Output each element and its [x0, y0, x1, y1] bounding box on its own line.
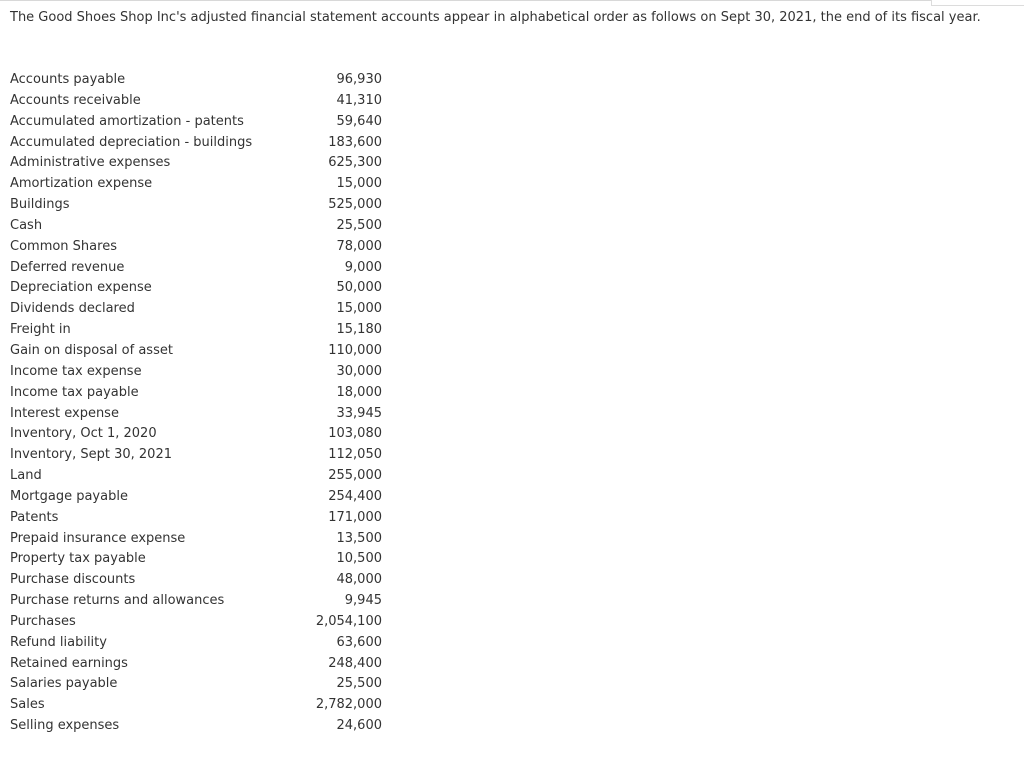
account-row — [10, 362, 382, 383]
account-amount: 9,000 — [344, 259, 382, 275]
account-name: Accumulated amortization - patents — [10, 113, 244, 129]
account-amount: 625,300 — [328, 155, 382, 171]
account-amount: 41,310 — [336, 92, 382, 108]
account-amount: 25,500 — [336, 676, 382, 692]
account-row — [10, 633, 382, 654]
account-name: Accounts receivable — [10, 92, 141, 108]
account-row — [10, 487, 382, 508]
account-name: Refund liability — [10, 634, 107, 650]
account-amount: 255,000 — [328, 468, 382, 484]
account-row — [10, 654, 382, 675]
account-row — [10, 445, 382, 466]
account-amount: 2,054,100 — [315, 613, 382, 629]
account-amount: 9,945 — [344, 593, 382, 609]
account-name: Mortgage payable — [10, 488, 128, 504]
account-amount: 18,000 — [336, 384, 382, 400]
top-border — [0, 0, 1024, 1]
account-amount: 15,000 — [336, 176, 382, 192]
account-row — [10, 258, 382, 279]
account-name: Administrative expenses — [10, 155, 171, 171]
account-name: Buildings — [10, 197, 70, 213]
account-row — [10, 424, 382, 445]
account-row — [10, 174, 382, 195]
account-row — [10, 674, 382, 695]
account-name: Deferred revenue — [10, 259, 125, 275]
account-row — [10, 91, 382, 112]
account-amount: 59,640 — [336, 113, 382, 129]
accounts-list — [10, 70, 382, 737]
account-row — [10, 153, 382, 174]
account-name: Depreciation expense — [10, 280, 152, 296]
account-amount: 25,500 — [336, 217, 382, 233]
account-amount: 171,000 — [328, 509, 382, 525]
account-name: Inventory, Oct 1, 2020 — [10, 426, 157, 442]
account-row — [10, 195, 382, 216]
account-amount: 63,600 — [336, 634, 382, 650]
account-name: Accounts payable — [10, 72, 126, 87]
corner-box — [931, 0, 1024, 6]
account-name: Accumulated depreciation - buildings — [10, 134, 253, 150]
account-amount: 15,180 — [336, 322, 382, 338]
account-row — [10, 508, 382, 529]
account-amount: 103,080 — [328, 426, 382, 442]
account-amount: 50,000 — [336, 280, 382, 296]
account-name: Dividends declared — [10, 301, 135, 317]
account-amount: 78,000 — [336, 238, 382, 254]
account-amount: 30,000 — [336, 363, 382, 379]
account-name: Purchase discounts — [10, 572, 136, 588]
account-name: Sales — [10, 697, 45, 713]
account-name: Cash — [10, 217, 43, 233]
account-amount: 248,400 — [328, 655, 382, 671]
account-row — [10, 549, 382, 570]
account-name: Patents — [10, 509, 59, 525]
account-amount: 10,500 — [336, 551, 382, 567]
account-name: Purchase returns and allowances — [10, 593, 225, 609]
account-row — [10, 529, 382, 550]
account-amount: 13,500 — [336, 530, 382, 546]
account-row — [10, 320, 382, 341]
account-name: Property tax payable — [10, 551, 146, 567]
account-row — [10, 466, 382, 487]
account-amount: 96,930 — [336, 72, 382, 87]
account-row — [10, 216, 382, 237]
account-row — [10, 612, 382, 633]
account-name: Income tax payable — [10, 384, 139, 400]
account-amount: 24,600 — [336, 718, 382, 734]
account-name: Land — [10, 468, 42, 484]
account-amount: 33,945 — [336, 405, 382, 421]
account-name: Common Shares — [10, 238, 117, 254]
account-row — [10, 70, 382, 91]
account-name: Purchases — [10, 613, 76, 629]
account-row — [10, 341, 382, 362]
account-name: Interest expense — [10, 405, 119, 421]
account-name: Freight in — [10, 322, 71, 338]
account-amount: 110,000 — [328, 342, 382, 358]
account-row — [10, 570, 382, 591]
intro-text: The Good Shoes Shop Inc's adjusted financial statement accounts appear in alphabetical order as follows on Sept 30, 2021, the end of its fiscal year. — [10, 10, 981, 25]
account-amount: 15,000 — [336, 301, 382, 317]
account-name: Amortization expense — [10, 176, 153, 192]
account-row — [10, 237, 382, 258]
account-name: Inventory, Sept 30, 2021 — [10, 447, 172, 463]
account-amount: 525,000 — [328, 197, 382, 213]
account-name: Selling expenses — [10, 718, 120, 734]
account-row — [10, 716, 382, 737]
account-row — [10, 133, 382, 154]
account-amount: 183,600 — [328, 134, 382, 150]
account-row — [10, 278, 382, 299]
account-name: Gain on disposal of asset — [10, 342, 173, 358]
account-amount: 2,782,000 — [315, 697, 382, 713]
account-row — [10, 695, 382, 716]
account-row — [10, 112, 382, 133]
account-amount: 254,400 — [328, 488, 382, 504]
account-amount: 112,050 — [328, 447, 382, 463]
account-name: Income tax expense — [10, 363, 142, 379]
account-row — [10, 383, 382, 404]
account-amount: 48,000 — [336, 572, 382, 588]
account-row — [10, 591, 382, 612]
account-row — [10, 299, 382, 320]
account-name: Prepaid insurance expense — [10, 530, 186, 546]
account-row — [10, 404, 382, 425]
account-name: Salaries payable — [10, 676, 118, 692]
account-name: Retained earnings — [10, 655, 128, 671]
